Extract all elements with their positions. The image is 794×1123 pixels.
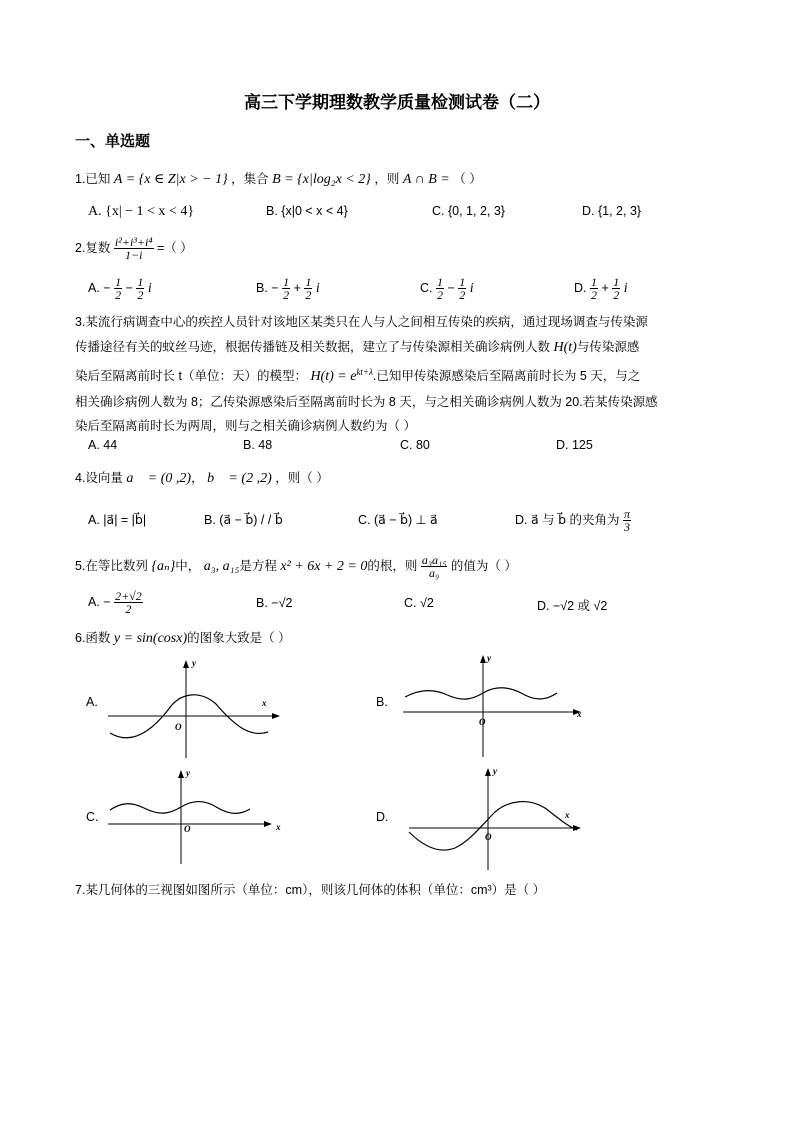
q2-option-d[interactable]: D. $\frac{1}{2}$ + $\frac{1}{2}$ i	[574, 275, 628, 302]
q3-option-a[interactable]: A. 44	[88, 438, 118, 452]
q2-option-a[interactable]: A. − $\frac{1}{2}$ − $\frac{1}{2}$ i	[88, 275, 152, 302]
y-label: y	[493, 766, 497, 776]
q3-option-b[interactable]: B. 48	[243, 438, 273, 452]
q4-vector-b: b⃗ = (2 ,2)	[207, 471, 272, 486]
q6-graph-d[interactable]	[395, 762, 595, 872]
question-2	[75, 236, 193, 261]
x-label: x	[565, 810, 570, 820]
x-label: x	[276, 822, 281, 832]
x-label: x	[262, 698, 267, 708]
question-7: 7.某几何体的三视图如图所示（单位：cm），则该几何体的体积（单位：cm³）是（ ）	[75, 883, 546, 897]
y-label: y	[487, 653, 491, 663]
x-axis-arrow	[573, 825, 581, 831]
q6-graph-c[interactable]	[100, 762, 290, 867]
q2-tail: =（ ）	[156, 240, 193, 255]
q3-line-1: 3.某流行病调查中心的疾控人员针对该地区某类只在人与人之间相互传染的疾病，通过现场调查与传染源	[75, 315, 648, 329]
q4-option-a[interactable]: A. |a⃗| = |b⃗|	[88, 513, 147, 527]
curve	[405, 688, 557, 699]
q3-option-c[interactable]: C. 80	[400, 438, 430, 452]
q4-option-c[interactable]: C. (a⃗ − b⃗) ⊥ a⃗	[358, 513, 438, 527]
curve	[110, 801, 250, 813]
section-heading: 一、单选题	[75, 133, 151, 150]
q3-line-4: 相关确诊病例人数为 8；乙传染源感染后至隔离前时长为 8 天，与之相关确诊病例人数为 20.若某传染源感	[75, 394, 658, 409]
q5-option-d[interactable]: D. −√2 或 √2	[537, 599, 608, 613]
q6-option-d-label[interactable]: D.	[376, 810, 389, 824]
exam-title: 高三下学期理数教学质量检测试卷（二）	[244, 93, 550, 112]
question-3	[75, 310, 725, 439]
q1-tail: ，则	[374, 172, 400, 186]
q4-option-b[interactable]: B. (a⃗ − b⃗) / / b⃗	[204, 513, 283, 527]
q1-set-a: A = {x ∈ Z|x > − 1}	[113, 172, 228, 187]
q1-option-d[interactable]: D. {1, 2, 3}	[582, 204, 642, 218]
q2-option-b[interactable]: B. − $\frac{1}{2}$ + $\frac{1}{2}$ i	[256, 275, 320, 302]
q4-option-d[interactable]: D. a⃗ 与 b⃗ 的夹角为 $\frac{\pi}{3}$	[515, 507, 630, 534]
x-label: x	[577, 709, 582, 719]
origin-label: O	[184, 824, 191, 834]
q1-option-c[interactable]: C. {0, 1, 2, 3}	[432, 204, 505, 218]
q2-denominator: 1−i	[124, 248, 143, 262]
q1-set-b: B = {x|log₂x < 2}	[272, 172, 371, 187]
q3-line-2: 传播途径有关的蚊丝马迹，根据传播链及相关数据，建立了与传染源相关确诊病例人数 H(t)与传染源感	[75, 339, 640, 355]
origin-label: O	[485, 832, 492, 842]
q1-expr: A ∩ B =	[402, 172, 450, 187]
q3-option-d[interactable]: D. 125	[556, 438, 593, 452]
q1-paren: （ ）	[453, 172, 482, 186]
y-label: y	[192, 658, 196, 668]
question-1	[75, 171, 482, 188]
q6-option-b-label[interactable]: B.	[376, 695, 388, 709]
y-axis-arrow	[485, 768, 491, 776]
y-label: y	[186, 768, 190, 778]
y-axis-arrow	[178, 770, 184, 778]
q1-option-b[interactable]: B. {x|0 < x < 4}	[266, 204, 348, 218]
origin-label: O	[175, 722, 182, 732]
q6-graph-b[interactable]	[395, 645, 595, 760]
question-4: 4.设向量 a⃗ = (0 ,2)， b⃗ = (2 ,2) ，则（ ）	[75, 471, 329, 486]
q5-option-c[interactable]: C. √2	[404, 596, 434, 610]
q3-line-3: 染后至隔离前时长 t（单位：天）的模型： $H(t) = e^{kt+\lambda}$.已知甲传染源感染后至隔离前时长为 5 天，与之	[75, 367, 641, 385]
origin-label: O	[479, 717, 486, 727]
q5-option-b[interactable]: B. −√2	[256, 596, 293, 610]
q1-mid: ，集合	[231, 172, 269, 186]
q4-vector-a: a⃗ = (0 ,2)	[126, 471, 192, 486]
q5-option-a[interactable]: A. − $\frac{2+√2}{2}$	[88, 589, 142, 616]
q2-numerator: i²+i³+i⁴	[114, 235, 153, 249]
curve	[409, 802, 577, 850]
q2-prefix: 2.复数	[75, 240, 111, 255]
q1-option-a[interactable]: A. {x| − 1 < x < 4}	[88, 204, 195, 219]
q6-graph-a[interactable]	[100, 650, 290, 760]
question-6: 6.函数 y = sin(cosx)的图象大致是（ ）	[75, 631, 291, 646]
q6-option-c-label[interactable]: C.	[86, 810, 99, 824]
q2-option-c[interactable]: C. $\frac{1}{2}$ − $\frac{1}{2}$ i	[420, 275, 474, 302]
question-5: 5.在等比数列 {aₙ}中， a₃, a₁₅是方程 x² + 6x + 2 = 0的根，则 $\frac{\text{a₃a₁₅}}{\text{a₉}}$ 的值为（ ）	[75, 553, 517, 580]
q1-prefix: 1.已知	[75, 172, 111, 186]
x-axis-arrow	[264, 821, 272, 827]
x-axis-arrow	[272, 713, 280, 719]
y-axis-arrow	[183, 660, 189, 668]
q2-fraction	[114, 236, 154, 261]
y-axis-arrow	[480, 655, 486, 663]
q6-option-a-label[interactable]: A.	[86, 695, 98, 709]
q3-line-5: 染后至隔离前时长为两周，则与之相关确诊病例人数约为（ ）	[75, 419, 416, 434]
